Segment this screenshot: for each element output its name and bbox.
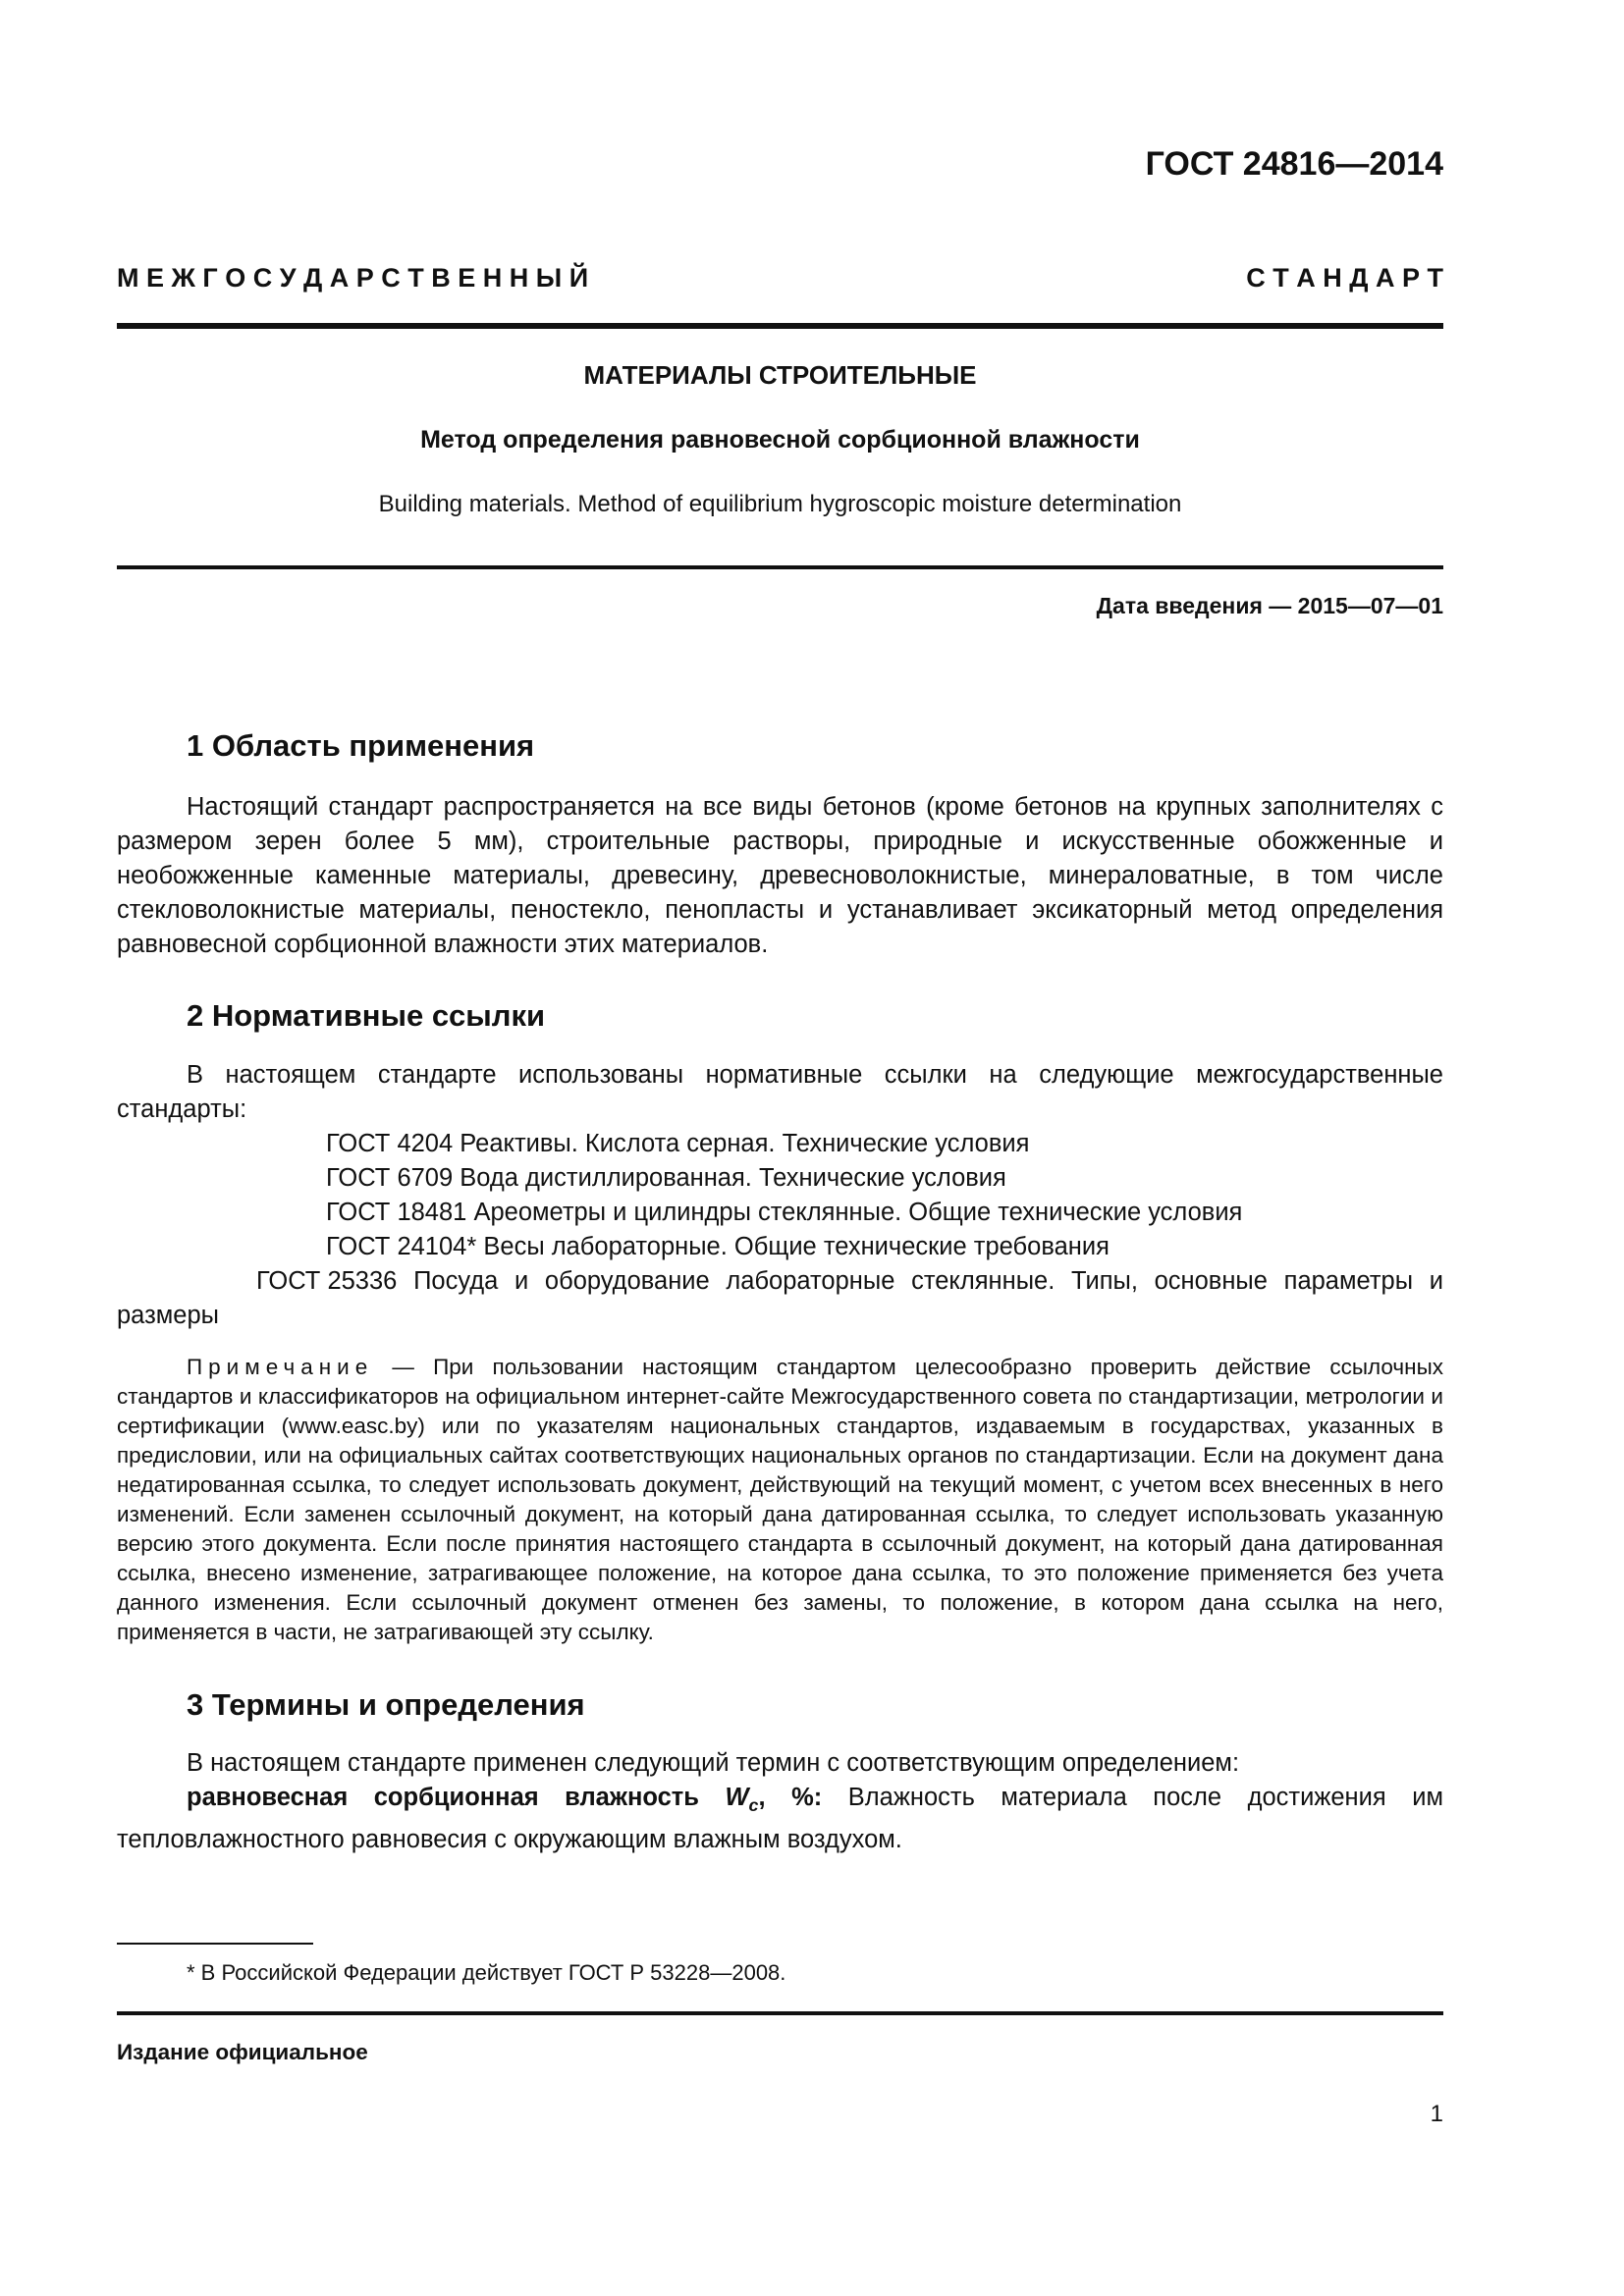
document-subtitle: Метод определения равновесной сорбционной влажности: [420, 426, 1140, 454]
header-rule: [117, 323, 1443, 329]
section-1-heading: 1 Область применения: [187, 728, 535, 763]
reference-title: Ареометры и цилиндры стеклянные. Общие технические условия: [473, 1199, 1243, 1226]
term-symbol: W: [725, 1784, 749, 1811]
standard-type-word-2: С Т А Н Д А Р Т: [1246, 263, 1443, 293]
term-definition: Влажность материала после достижения им тепловлажностного равновесия с окружающим влажным воздухом.: [117, 1784, 1443, 1854]
section-3-body: [117, 1746, 1443, 1857]
reference-std: ГОСТ 24104*: [326, 1233, 477, 1260]
term-name: равновесная сорбционная влажность: [187, 1784, 726, 1811]
title-rule: [117, 565, 1443, 569]
section-1-body: [117, 790, 1443, 962]
section-2-body: [117, 1058, 1443, 1333]
reference-title: Посуда и оборудование лабораторные стеклянные. Типы, основные параметры и размеры: [117, 1267, 1443, 1329]
reference-item: [117, 1127, 1443, 1161]
section-2-heading: 2 Нормативные ссылки: [187, 998, 546, 1033]
reference-std: ГОСТ 4204: [326, 1130, 454, 1157]
edition-label: Издание официальное: [117, 2040, 368, 2064]
reference-item: [117, 1264, 1443, 1333]
term-subscript: c: [748, 1795, 759, 1816]
reference-title: Реактивы. Кислота серная. Технические условия: [460, 1130, 1030, 1157]
note-paragraph: [117, 1353, 1443, 1647]
reference-item: [117, 1161, 1443, 1196]
standard-type-heading: [117, 263, 1443, 294]
reference-title: Вода дистиллированная. Технические условия: [460, 1164, 1006, 1192]
footnote: * В Российской Федерации действует ГОСТ Р 53228—2008.: [187, 1960, 786, 1985]
introduction-date: Дата введения — 2015—07—01: [1096, 593, 1443, 618]
reference-std: ГОСТ 6709: [326, 1164, 454, 1192]
note-label: Примечание: [187, 1355, 374, 1379]
reference-std: ГОСТ 25336: [256, 1267, 398, 1295]
section-2-note: [117, 1353, 1443, 1647]
reference-std: ГОСТ 18481: [326, 1199, 467, 1226]
reference-item: [117, 1196, 1443, 1230]
section-1-paragraph: Настоящий стандарт распространяется на все виды бетонов (кроме бетонов на крупных заполнителях с размером зерен более 5 мм), строительные растворы, природные и искусственные обожженные и необожженные каменные материалы, древесину, древесноволокнистые, минераловатные, в том числе стекловолокнистые материалы, пеностекло, пенопласты и устанавливает эксикаторный метод определения равновесной сорбционной влажности этих материалов.: [117, 793, 1443, 958]
standard-type-word-1: М Е Ж Г О С У Д А Р С Т В Е Н Н Ы Й: [117, 263, 589, 293]
document-title: МАТЕРИАЛЫ СТРОИТЕЛЬНЫЕ: [583, 360, 977, 390]
gost-number: ГОСТ 24816—2014: [1145, 145, 1443, 183]
document-title-english: Building materials. Method of equilibrium hygroscopic moisture determination: [378, 491, 1182, 517]
section-3-heading: 3 Термины и определения: [187, 1687, 585, 1722]
reference-item: [117, 1230, 1443, 1264]
reference-title: Весы лабораторные. Общие технические требования: [483, 1233, 1110, 1260]
term-unit: , %:: [758, 1784, 823, 1811]
footnote-separator: [117, 1943, 313, 1945]
footer-rule: [117, 2011, 1443, 2015]
section-2-intro: В настоящем стандарте использованы нормативные ссылки на следующие межгосударственные стандарты:: [117, 1061, 1443, 1123]
page-number: 1: [1430, 2101, 1443, 2127]
term-definition-paragraph: [117, 1781, 1443, 1857]
section-3-intro: В настоящем стандарте применен следующий термин с соответствующим определением:: [187, 1749, 1240, 1777]
note-text: — При пользовании настоящим стандартом целесообразно проверить действие ссылочных стандартов и классификаторов на официальном интернет-сайте Межгосударственного совета по стандартизации, метрологии и сертификации (www.easc.by) или по указателям национальных стандартов, издаваемым в государствах, указанных в предисловии, или на официальных сайтах соответствующих национальных органов по стандартизации. Если на документ дана недатированная ссылка, то следует использовать документ, действующий на текущий момент, с учетом всех внесенных в него изменений. Если заменен ссылочный документ, на который дана датированная ссылка, то следует использовать указанную версию этого документа. Если после принятия настоящего стандарта в ссылочный документ, на который дана датированная ссылка, внесено изменение, затрагивающее положение, на которое дана ссылка, то это положение применяется без учета данного изменения. Если ссылочный документ отменен без замены, то положение, в котором дана ссылка на него, применяется в части, не затрагивающей эту ссылку.: [117, 1355, 1443, 1644]
